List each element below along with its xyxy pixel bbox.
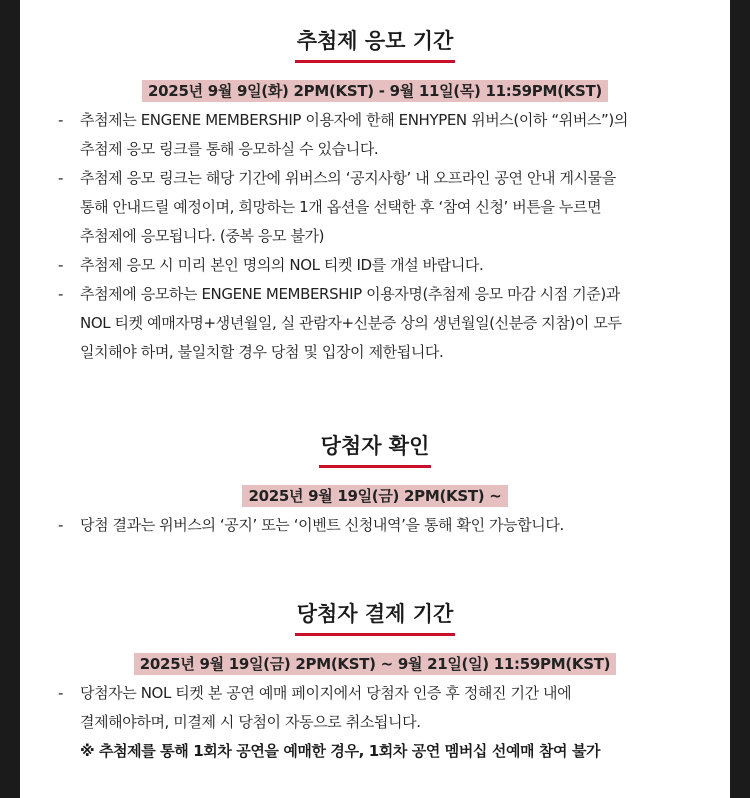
- list-item: [20, 106, 730, 164]
- bullet-marker: -: [58, 256, 64, 274]
- list-item-text: 추첨제 응모 시 미리 본인 명의의 NOL 티켓 ID를 개설 바랍니다.: [80, 256, 484, 274]
- period-badge: 2025년 9월 19일(금) 2PM(KST) ~ 9월 21일(일) 11:59PM(KST): [134, 653, 616, 675]
- period-badge: 2025년 9월 19일(금) 2PM(KST) ~: [242, 485, 507, 507]
- list-item: [20, 164, 730, 251]
- section-title: 추첨제 응모 기간: [295, 26, 456, 63]
- list-item-text: 추첨제 응모 링크를 통해 응모하실 수 있습니다.: [80, 140, 379, 158]
- list-item-text: 일치해야 하며, 불일치할 경우 당첨 및 입장이 제한됩니다.: [80, 343, 444, 361]
- list-item-text: 결제해야하며, 미결제 시 당첨이 자동으로 취소됩니다.: [80, 713, 421, 731]
- notice-page: [20, 0, 730, 798]
- list-item-text: 통해 안내드릴 예정이며, 희망하는 1개 옵션을 선택한 후 ‘참여 신청’ 버튼을 누르면: [80, 198, 602, 216]
- bullet-marker: -: [58, 169, 64, 187]
- section-title: 당첨자 확인: [319, 431, 432, 468]
- section-winner-check: [20, 431, 730, 540]
- list-item: [20, 280, 730, 367]
- section-title: 당첨자 결제 기간: [295, 599, 456, 636]
- list-item: [20, 679, 730, 737]
- bullet-marker: -: [58, 111, 64, 129]
- bullet-marker: -: [58, 516, 64, 534]
- list-item: [20, 511, 730, 540]
- notice-note: ※ 추첨제를 통해 1회차 공연을 예매한 경우, 1회차 공연 멤버십 선예매 참여 불가: [80, 742, 601, 760]
- list-item-text: 추첨제에 응모됩니다. (중복 응모 불가): [80, 227, 325, 245]
- section-lottery-entry: [20, 26, 730, 367]
- section-winner-payment: [20, 599, 730, 766]
- bullet-marker: -: [58, 285, 64, 303]
- bullet-marker: -: [58, 684, 64, 702]
- period-badge: 2025년 9월 9일(화) 2PM(KST) - 9월 11일(목) 11:59PM(KST): [142, 80, 608, 102]
- list-item: [20, 251, 730, 280]
- list-item-text: 추첨제 응모 링크는 해당 기간에 위버스의 ‘공지사항’ 내 오프라인 공연 안내 게시물을: [80, 169, 616, 187]
- list-item-text: 추첨제는 ENGENE MEMBERSHIP 이용자에 한해 ENHYPEN 위버스(이하 “위버스”)의: [80, 111, 628, 129]
- list-item-text: NOL 티켓 예매자명+생년월일, 실 관람자+신분증 상의 생년월일(신분증 지참)이 모두: [80, 314, 622, 332]
- list-item-text: 당첨 결과는 위버스의 ‘공지’ 또는 ‘이벤트 신청내역’을 통해 확인 가능합니다.: [80, 516, 564, 534]
- list-item-text: 추첨제에 응모하는 ENGENE MEMBERSHIP 이용자명(추첨제 응모 마감 시점 기준)과: [80, 285, 620, 303]
- list-item-text: 당첨자는 NOL 티켓 본 공연 예매 페이지에서 당첨자 인증 후 정해진 기간 내에: [80, 684, 572, 702]
